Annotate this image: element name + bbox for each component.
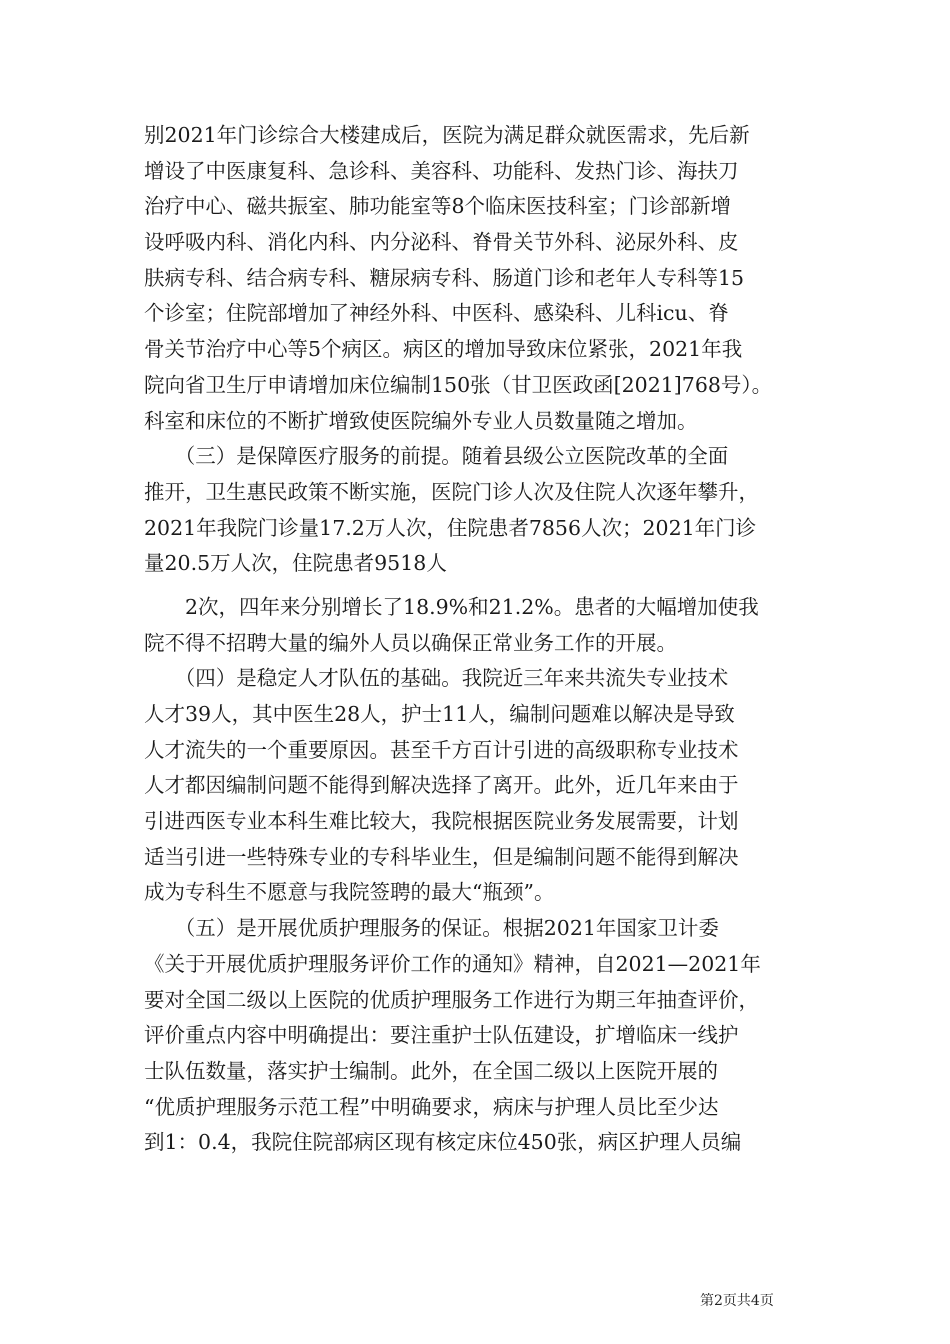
text-line: （四）是稳定人才队伍的基础。我院近三年来共流失专业技术 xyxy=(144,666,729,691)
text-line: 个诊室；住院部增加了神经外科、中医科、感染科、儿科icu、脊 xyxy=(144,301,729,326)
text-line: 肤病专科、结合病专科、糖尿病专科、肠道门诊和老年人专科等15 xyxy=(144,265,745,290)
text-line: （三）是保障医疗服务的前提。随着县级公立医院改革的全面 xyxy=(144,444,729,469)
text-line: 院不得不招聘大量的编外人员以确保正常业务工作的开展。 xyxy=(144,630,677,655)
text-line: 《关于开展优质护理服务评价工作的通知》精神，自2021—2021年 xyxy=(144,951,761,976)
text-line: 增设了中医康复科、急诊科、美容科、功能科、发热门诊、海扶刀 xyxy=(144,158,739,183)
text-line: 治疗中心、磁共振室、肺功能室等8个临床医技科室；门诊部新增 xyxy=(144,194,732,219)
text-line: “优质护理服务示范工程”中明确要求，病床与护理人员比至少达 xyxy=(144,1094,719,1119)
text-line: 人才39人，其中医生28人，护士11人，编制问题难以解决是导致 xyxy=(144,702,735,726)
text-line: 人才流失的一个重要原因。甚至千方百计引进的高级职称专业技术 xyxy=(144,737,739,762)
page-number-footer: 第2页共4页 xyxy=(700,1293,774,1309)
body-text xyxy=(144,118,816,1161)
text-line: 科室和床位的不断扩增致使医院编外专业人员数量随之增加。 xyxy=(144,408,698,433)
text-line: （五）是开展优质护理服务的保证。根据2021年国家卫计委 xyxy=(144,916,719,941)
text-line: 2021年我院门诊量17.2万人次，住院患者7856人次；2021年门诊 xyxy=(144,515,757,540)
text-line: 骨关节治疗中心等5个病区。病区的增加导致床位紧张，2021年我 xyxy=(144,337,743,362)
paragraph-gap xyxy=(144,582,816,590)
text-line: 2次，四年来分别增长了18.9%和21.2%。患者的大幅增加使我 xyxy=(144,594,759,619)
text-line: 人才都因编制问题不能得到解决选择了离开。此外，近几年来由于 xyxy=(144,773,739,798)
text-line: 士队伍数量，落实护士编制。此外，在全国二级以上医院开展的 xyxy=(144,1058,718,1083)
text-line: 成为专科生不愿意与我院签聘的最大“瓶颈”。 xyxy=(144,880,555,905)
text-line: 别2021年门诊综合大楼建成后，医院为满足群众就医需求，先后新 xyxy=(144,123,750,147)
text-line: 量20.5万人次，住院患者9518人 xyxy=(144,551,447,576)
text-line: 推开，卫生惠民政策不断实施，医院门诊人次及住院人次逐年攀升， xyxy=(144,479,759,504)
text-line: 要对全国二级以上医院的优质护理服务工作进行为期三年抽查评价， xyxy=(144,987,759,1012)
text-line: 引进西医专业本科生难比较大，我院根据医院业务发展需要，计划 xyxy=(144,809,739,834)
text-line: 适当引进一些特殊专业的专科毕业生，但是编制问题不能得到解决 xyxy=(144,844,739,869)
text-line: 院向省卫生厅申请增加床位编制150张（甘卫医政函[2021]768号）。 xyxy=(144,372,773,397)
text-line: 评价重点内容中明确提出：要注重护士队伍建设，扩增临床一线护 xyxy=(144,1023,739,1048)
text-line: 设呼吸内科、消化内科、内分泌科、脊骨关节外科、泌尿外科、皮 xyxy=(144,230,739,255)
text-line: 到1：0.4，我院住院部病区现有核定床位450张，病区护理人员编 xyxy=(144,1130,742,1155)
